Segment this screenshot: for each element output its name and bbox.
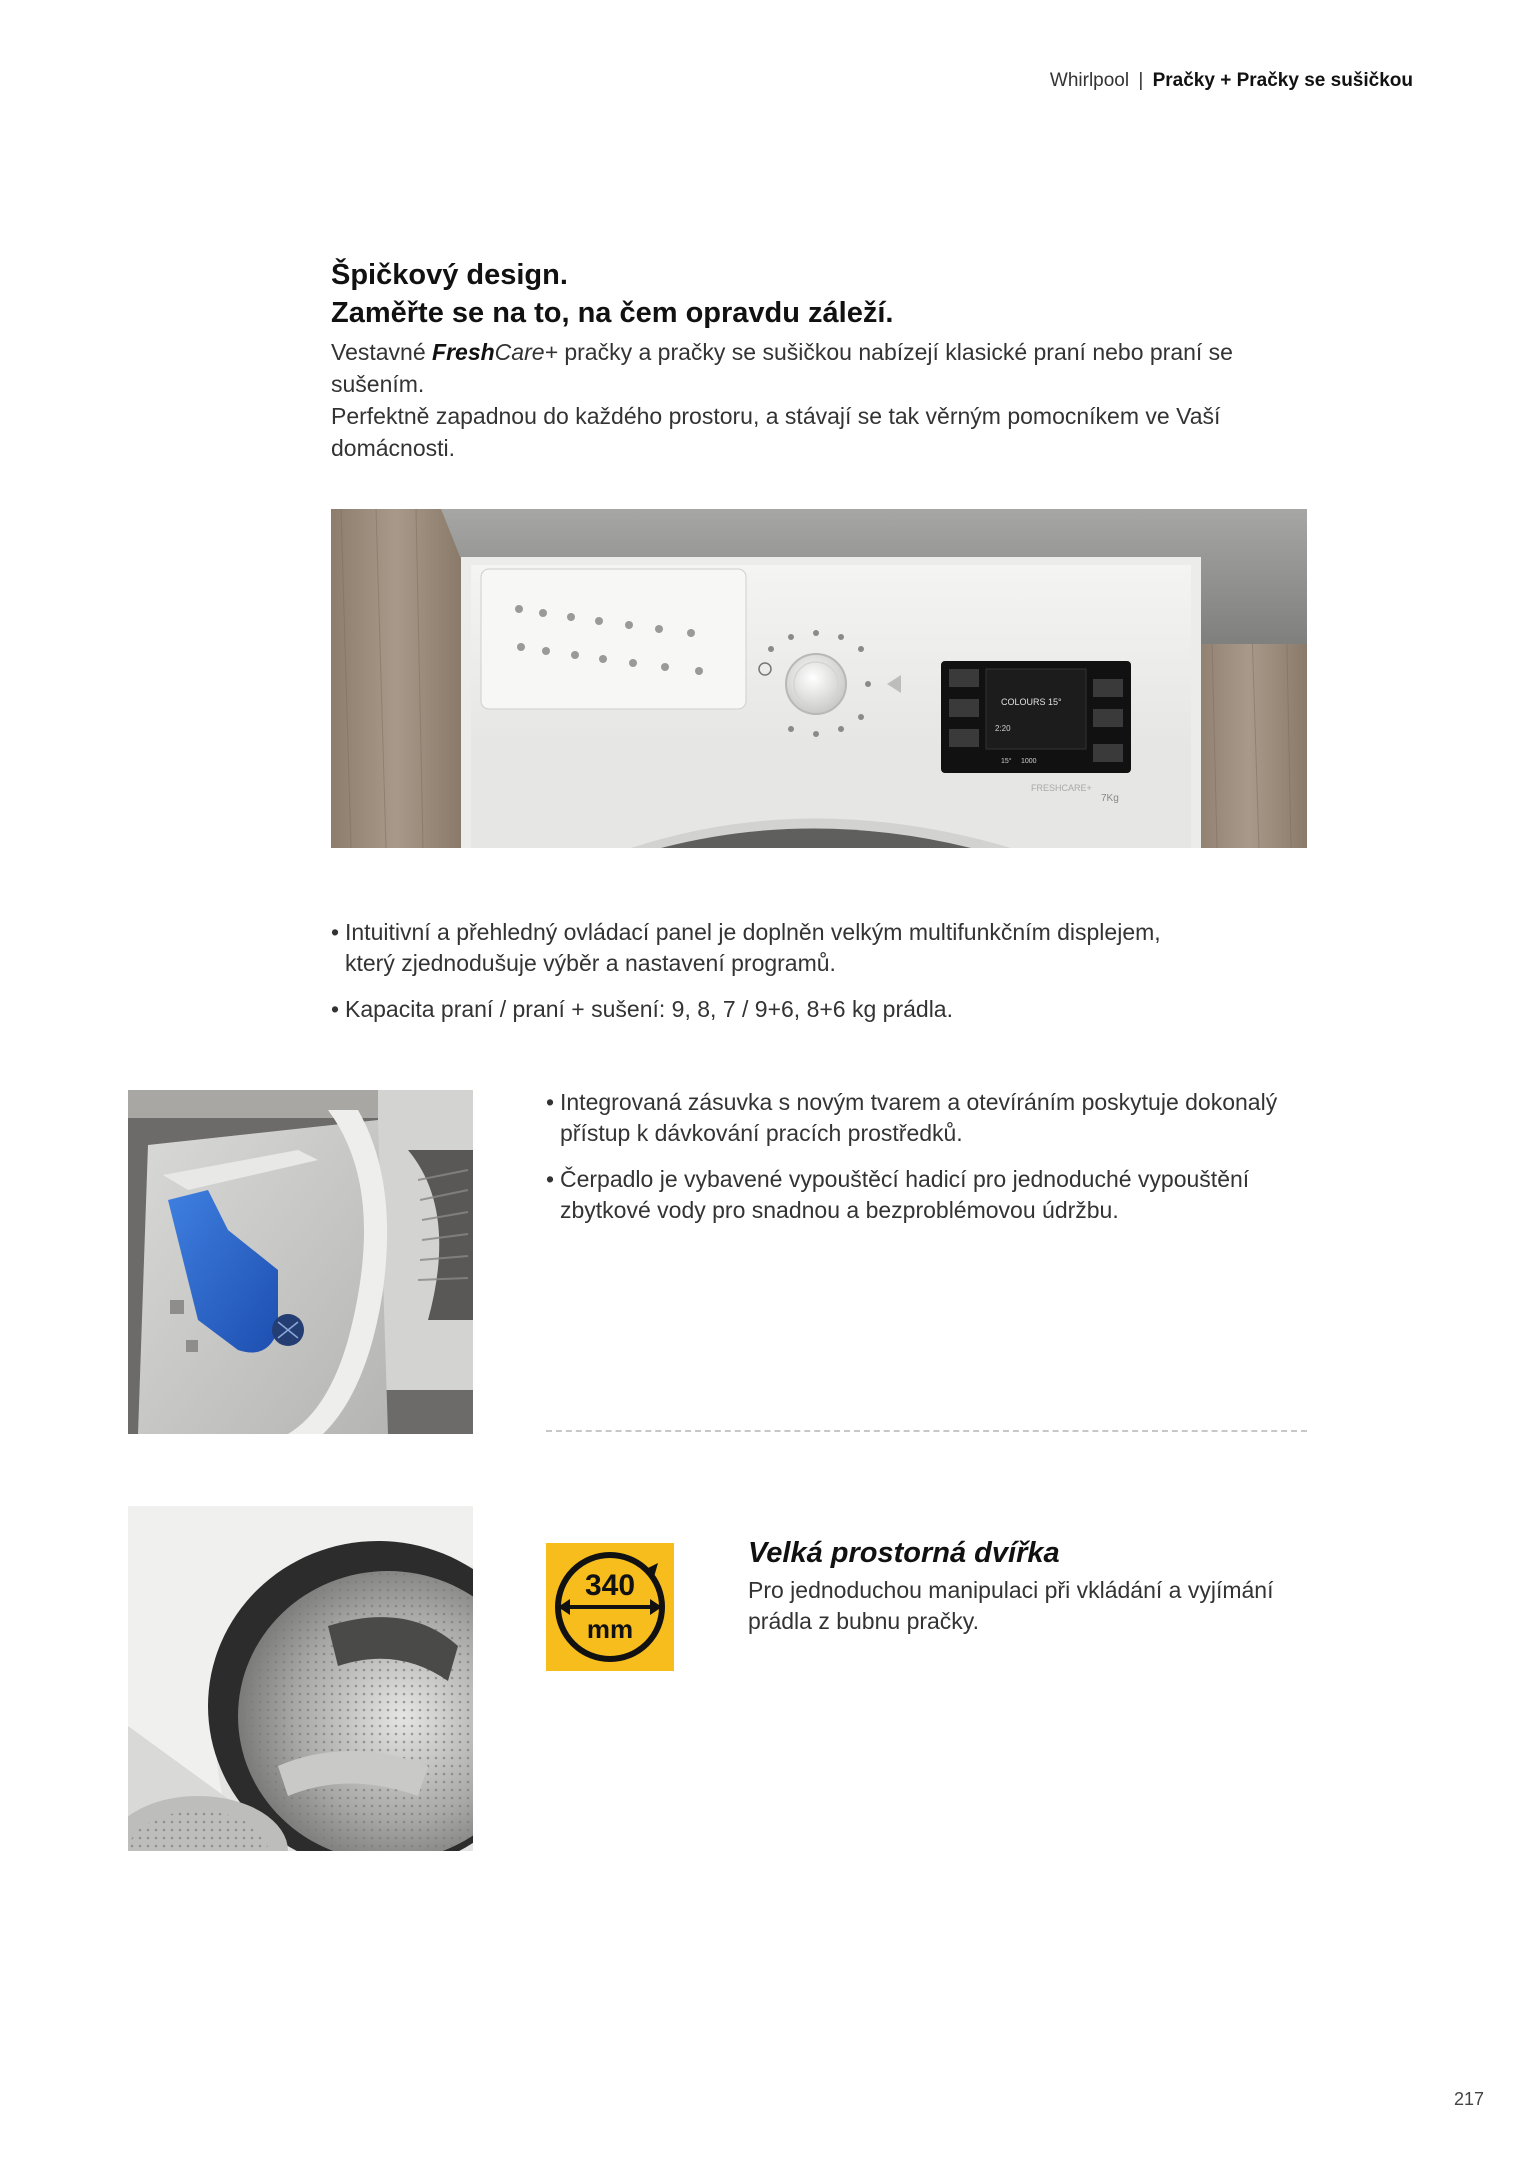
page-title-line1: Špičkový design.: [331, 259, 568, 291]
header-brand: Whirlpool: [1049, 70, 1130, 91]
intro-lead: [331, 336, 1331, 464]
page-header: [1050, 70, 1413, 92]
detergent-drawer-illustration: [128, 1090, 473, 1434]
features-list-top: [331, 917, 1311, 1040]
features-list-drawer: [546, 1087, 1326, 1241]
list-item: • Čerpadlo je vybavené vypouštěcí hadicí pro jednoduché vypouštění zbytkové vody pro snadnou a bezproblémovou údržbu.: [546, 1164, 1326, 1226]
badge-unit: mm: [586, 1614, 634, 1644]
lead-rest: pračky a pračky se sušičkou nabízejí klasické praní nebo praní se sušením.: [331, 339, 1233, 397]
intro-lead-line1: [331, 336, 1331, 400]
intro-block: [331, 256, 1331, 464]
list-item: • Integrovaná zásuvka s novým tvarem a otevíráním poskytuje dokonalý přístup k dávkování pracích prostředků.: [546, 1087, 1326, 1149]
freshcare-logo-text: FRESHCARE+: [1031, 783, 1092, 793]
section-divider: [546, 1430, 1307, 1432]
door-feature-block: [748, 1533, 1308, 1637]
page-title-line2: Zaměřte se na to, na čem opravdu záleží.: [331, 297, 894, 329]
door-size-badge: [546, 1543, 674, 1671]
washer-door-illustration: [128, 1506, 473, 1851]
page-number: 217: [1453, 2089, 1484, 2109]
display-temp-text: 15°: [1001, 758, 1012, 765]
display-rpm-text: 1000: [1021, 758, 1037, 765]
hero-washer-image: [331, 509, 1307, 848]
list-item: • Kapacita praní / praní + sušení: 9, 8, 7 / 9+6, 8+6 kg prádla.: [331, 994, 1311, 1025]
header-section: Pračky + Pračky se sušičkou: [1152, 70, 1413, 91]
hero-washer-illustration: [331, 509, 1307, 848]
lead-brand-bold: Fresh: [432, 339, 495, 365]
feature-title: Velká prostorná dvířka: [748, 1537, 1060, 1569]
badge-value: 340: [584, 1569, 636, 1602]
lead-prefix: Vestavné: [331, 339, 433, 365]
intro-lead-line2: Perfektně zapadnou do každého prostoru, a stávají se tak věrným pomocníkem ve Vaší domácnosti.: [331, 403, 1221, 461]
display-program-text: COLOURS 15°: [1001, 697, 1062, 707]
detergent-drawer-image: [128, 1090, 473, 1434]
header-separator: |: [1138, 70, 1144, 91]
washer-door-image: [128, 1506, 473, 1851]
list-item: • Intuitivní a přehledný ovládací panel je doplněn velkým multifunkčním displejem, který zjednodušuje výběr a nastavení programů.: [331, 917, 1311, 979]
door-diameter-icon: [546, 1543, 674, 1671]
lead-brand-italic: Care+: [494, 339, 558, 365]
display-time-text: 2:20: [995, 724, 1011, 733]
feature-text: Pro jednoduchou manipulaci při vkládání a vyjímání prádla z bubnu pračky.: [748, 1577, 1274, 1634]
capacity-text: 7Kg: [1101, 793, 1119, 804]
